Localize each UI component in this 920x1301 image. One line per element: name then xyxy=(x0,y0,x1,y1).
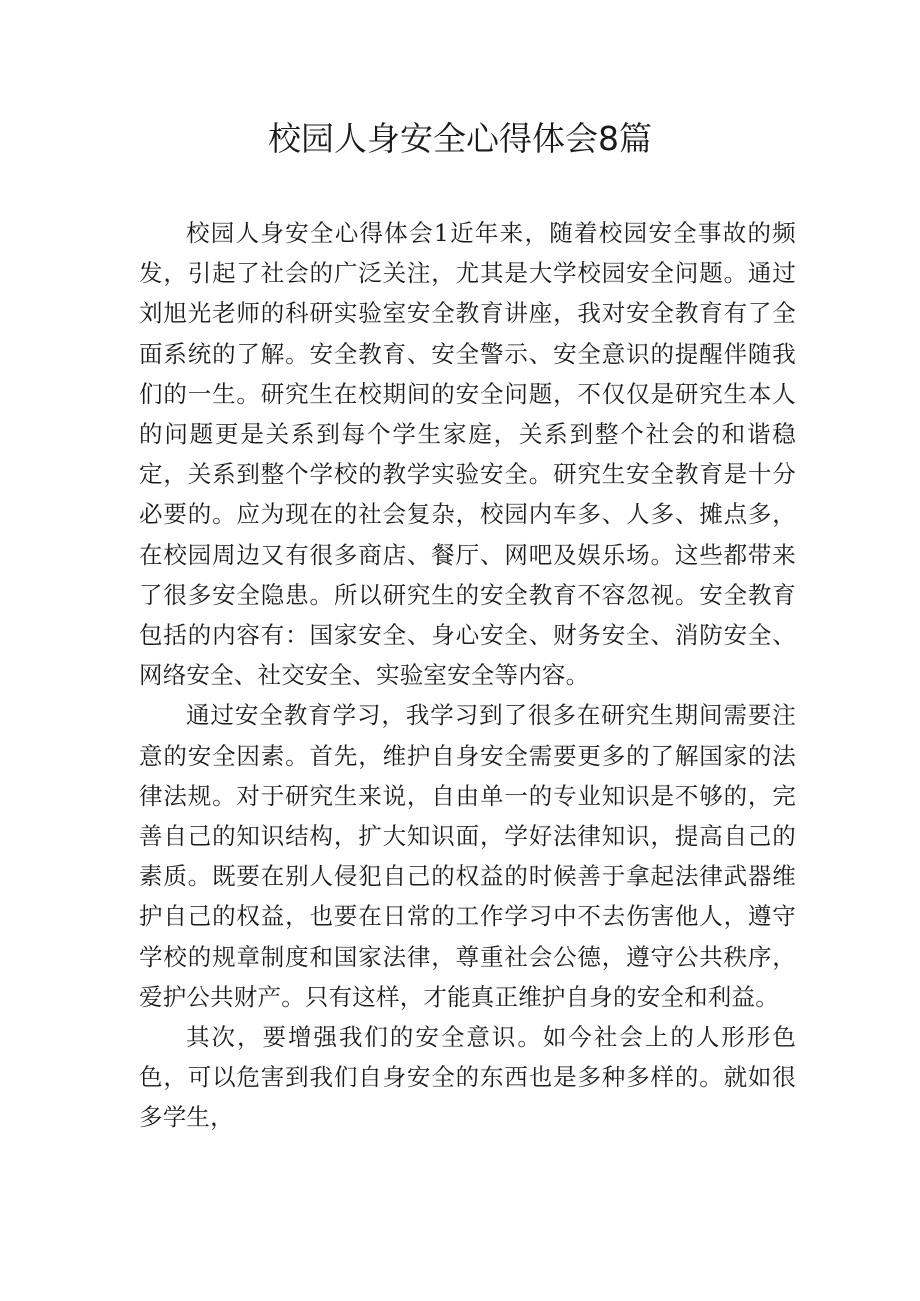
paragraph-2: 通过安全教育学习，我学习到了很多在研究生期间需要注意的安全因素。首先，维护自身安全需要更多的了解国家的法律法规。对于研究生来说，自由单一的专业知识是不够的，完善自己的知识结构，扩大知识面，学好法律知识，提高自己的素质。既要在别人侵犯自己的权益的时候善于拿起法律武器维护自己的权益，也要在日常的工作学习中不去伤害他人，遵守学校的规章制度和国家法律，尊重社会公德，遵守公共秩序，爱护公共财产。只有这样，才能真正维护自身的安全和利益。 xyxy=(139,701,796,1011)
document-body xyxy=(139,213,796,1138)
paragraph-3: 其次，要增强我们的安全意识。如今社会上的人形形色色，可以危害到我们自身安全的东西也是多种多样的。就如很多学生， xyxy=(139,1023,796,1132)
paragraph-1: 校园人身安全心得体会1近年来，随着校园安全事故的频发，引起了社会的广泛关注，尤其是大学校园安全问题。通过刘旭光老师的科研实验室安全教育讲座，我对安全教育有了全面系统的了解。安全教育、安全警示、安全意识的提醒伴随我们的一生。研究生在校期间的安全问题，不仅仅是研究生本人的问题更是关系到每个学生家庭，关系到整个社会的和谐稳定，关系到整个学校的教学实验安全。研究生安全教育是十分必要的。应为现在的社会复杂，校园内车多、人多、摊点多，在校园周边又有很多商店、餐厅、网吧及娱乐场。这些都带来了很多安全隐患。所以研究生的安全教育不容忽视。安全教育包括的内容有：国家安全、身心安全、财务安全、消防安全、网络安全、社交安全、实验室安全等内容。 xyxy=(139,219,796,690)
document-title: 校园人身安全心得体会8篇 xyxy=(268,119,652,158)
